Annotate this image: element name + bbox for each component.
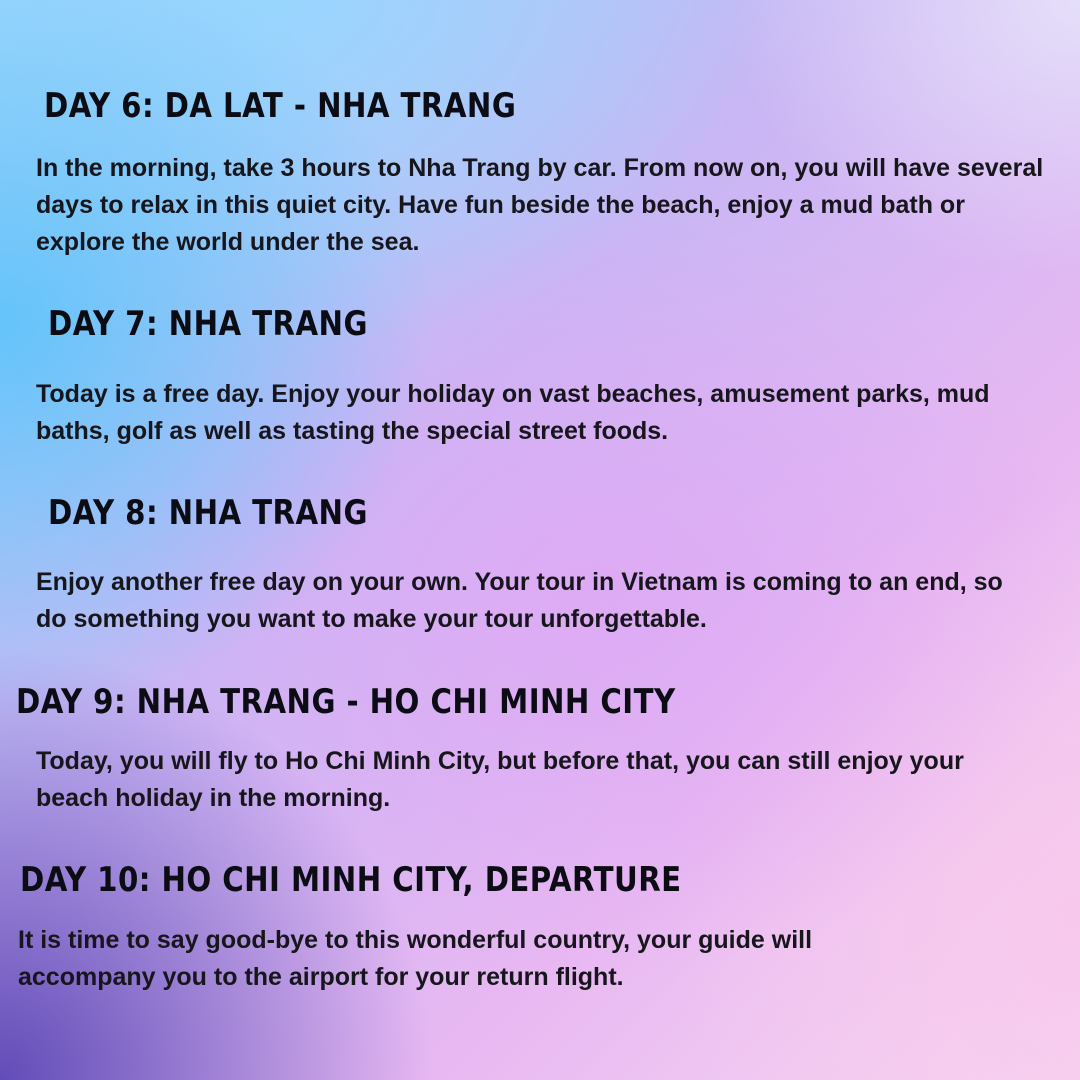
- day-10-description: It is time to say good-bye to this wonderful country, your guide will accompany you to the airport for your return flight.: [18, 926, 813, 991]
- day-8-description: Enjoy another free day on your own. Your tour in Vietnam is coming to an end, so do something you want to make your tour unforgettable.: [36, 568, 1003, 633]
- day-10-title: DAY 10: HO CHI MINH CITY, DEPARTURE: [20, 860, 682, 900]
- day-7-description: Today is a free day. Enjoy your holiday on vast beaches, amusement parks, mud baths, golf as well as tasting the special street foods.: [36, 380, 990, 445]
- day-9-title: DAY 9: NHA TRANG - HO CHI MINH CITY: [16, 682, 676, 722]
- day-6-description: In the morning, take 3 hours to Nha Trang by car. From now on, you will have several days to relax in this quiet city. Have fun beside the beach, enjoy a mud bath or explore the world under the sea.: [36, 154, 1044, 256]
- day-7-title: DAY 7: NHA TRANG: [48, 304, 368, 344]
- day-8-title: DAY 8: NHA TRANG: [48, 493, 368, 533]
- day-6-title: DAY 6: DA LAT - NHA TRANG: [44, 86, 517, 126]
- day-9-description: Today, you will fly to Ho Chi Minh City, but before that, you can still enjoy your beach holiday in the morning.: [36, 747, 964, 812]
